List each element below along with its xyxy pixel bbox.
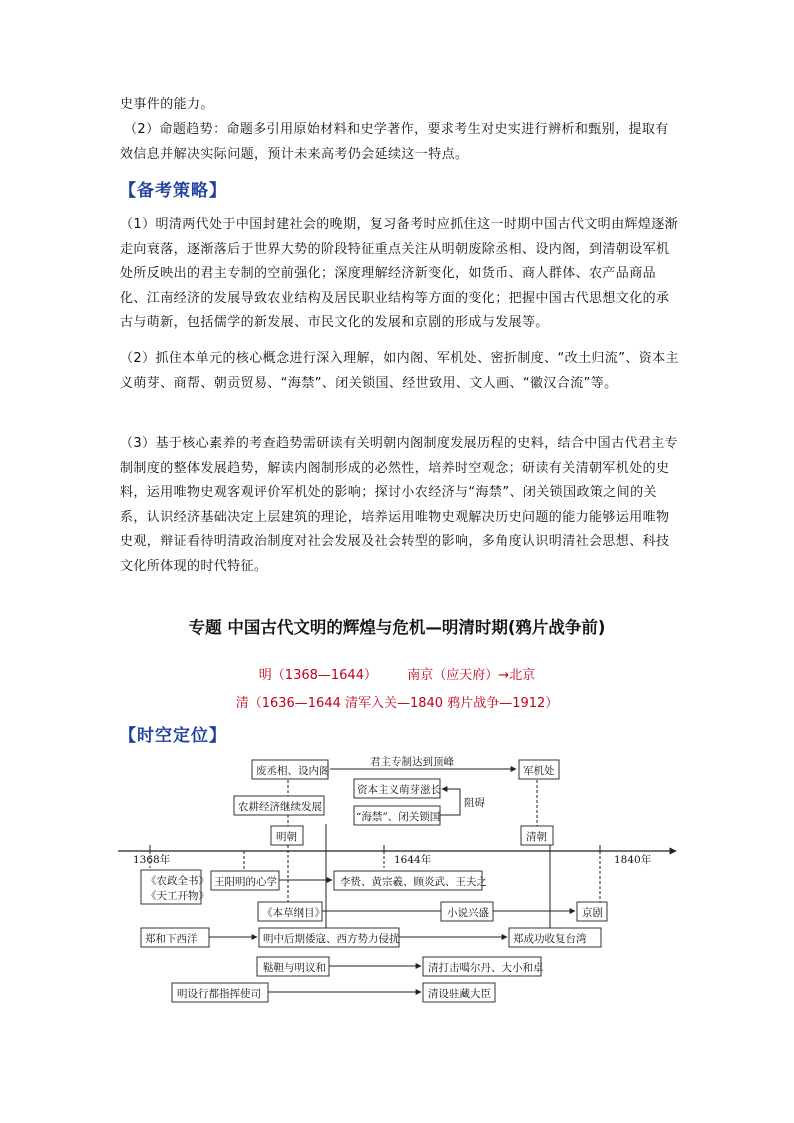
ming-capital-beijing: 北京 [509, 668, 536, 683]
year-1368-label: 1368年 [133, 854, 171, 866]
qing-label: 清朝 [526, 831, 547, 843]
year-1644-label: 1644年 [394, 854, 432, 866]
farming-economy-label: 农耕经济继续发展 [238, 801, 322, 813]
novels-label: 小说兴盛 [447, 907, 489, 919]
monarchy-peak-label: 君主专制达到顶峰 [370, 756, 454, 768]
zheng-he-label: 郑和下西洋 [145, 933, 198, 945]
tatars-label: 鞑靼与明议和 [263, 962, 326, 974]
peking-opera-label: 京剧 [582, 907, 603, 919]
ming-capital-nanjing: 南京（应天府） [407, 668, 499, 683]
arrow-icon: → [498, 668, 510, 683]
strategy-paragraph-3: （3）基于核心素养的考查趋势需研读有关明朝内阁制度发展历程的史料，结合中国古代君主专制制度的整体发展趋势，解读内阁制形成的必然性，培养时空观念；研读有关清朝军机处的史料，运用唯物史观客观评价军机处的影响；探讨小农经济与“海禁”、闭关锁国政策之间的关系，认识经济基础决定上层建筑的理论，培养运用唯物史观解决历史问题的能力能够运用唯物史观，辩证看待明清政治制度对社会发展及社会转型的影响，多角度认识明清社会思想、科技文化所体现的时代特征。 [120, 436, 679, 574]
intro-line: 史事件的能力。 [120, 97, 214, 112]
thinkers-label: 李贽、黄宗羲、顾炎武、王夫之 [340, 876, 487, 888]
spacetime-heading: 【时空定位】 [119, 726, 227, 746]
ming-label: 明朝 [276, 831, 297, 843]
strategy-paragraph-2: （2）抓住本单元的核心概念进行深入理解，如内阁、军机处、密折制度、“改土归流”、资本主义萌芽、商帮、朝贡贸易、“海禁”、闭关锁国、经世致用、文人画、“徽汉合流”等。 [120, 351, 679, 391]
qing-line: 清（1636—1644 清军入关—1840 鸦片战争—1912） [235, 696, 559, 711]
year-1840-label: 1840年 [614, 854, 652, 866]
tibet-ministers-label: 清设驻藏大臣 [428, 988, 491, 1000]
hinder-label: 阻碍 [464, 797, 485, 809]
zheng-chenggong-label: 郑成功收复台湾 [513, 933, 587, 945]
grand-council-label: 军机处 [523, 765, 555, 777]
topic-title: 专题 中国古代文明的辉煌与危机—明清时期(鸦片战争前) [188, 618, 606, 637]
ming-dates: 明（1368—1644） [258, 668, 377, 683]
pirates-label: 明中后期倭寇、西方势力侵扰 [263, 933, 400, 945]
hinder-arrow [440, 789, 460, 815]
strategy-paragraph-1: （1）明清两代处于中国封建社会的晚期，复习备考时应抓住这一时期中国古代文明由辉煌逐渐走向衰落，逐渐落后于世界大势的阶段特征重点关注从明朝废除丞相、设内阁，到清朝设军机处所反映出的君主专制的空前强化；深度理解经济新变化，如货币、商人群体、农产品商品化、江南经济的发展导致农业结构及居民职业结构等方面的变化；把握中国古代思想文化的承古与萌新，包括儒学的新发展、市民文化的发展和京剧的形成与发展等。 [120, 217, 679, 330]
intro-paragraph-trend: （2）命题趋势：命题多引用原始材料和史学著作，要求考生对史实进行辨析和甄别，提取有效信息并解决实际问题，预计未来高考仍会延续这一特点。 [120, 122, 669, 162]
ming-commanderies-label: 明设行都指挥使司 [177, 988, 261, 1000]
agri-books-label-1: 《农政全书》 [146, 875, 209, 887]
wang-yangming-label: 王阳明的心学 [214, 876, 277, 888]
capitalism-label: 资本主义萌芽滋长 [357, 784, 441, 796]
materia-medica-label: 《本草纲目》 [262, 907, 325, 919]
galdan-label: 清打击噶尔丹、大小和卓 [428, 962, 544, 974]
agri-books-label-2: 《天工开物》 [146, 890, 209, 902]
sea-ban-label: “海禁”、闭关锁国 [356, 811, 441, 823]
strategy-heading: 【备考策略】 [119, 181, 227, 201]
abolish-chancellor-label: 废丞相、设内阁 [256, 765, 330, 777]
